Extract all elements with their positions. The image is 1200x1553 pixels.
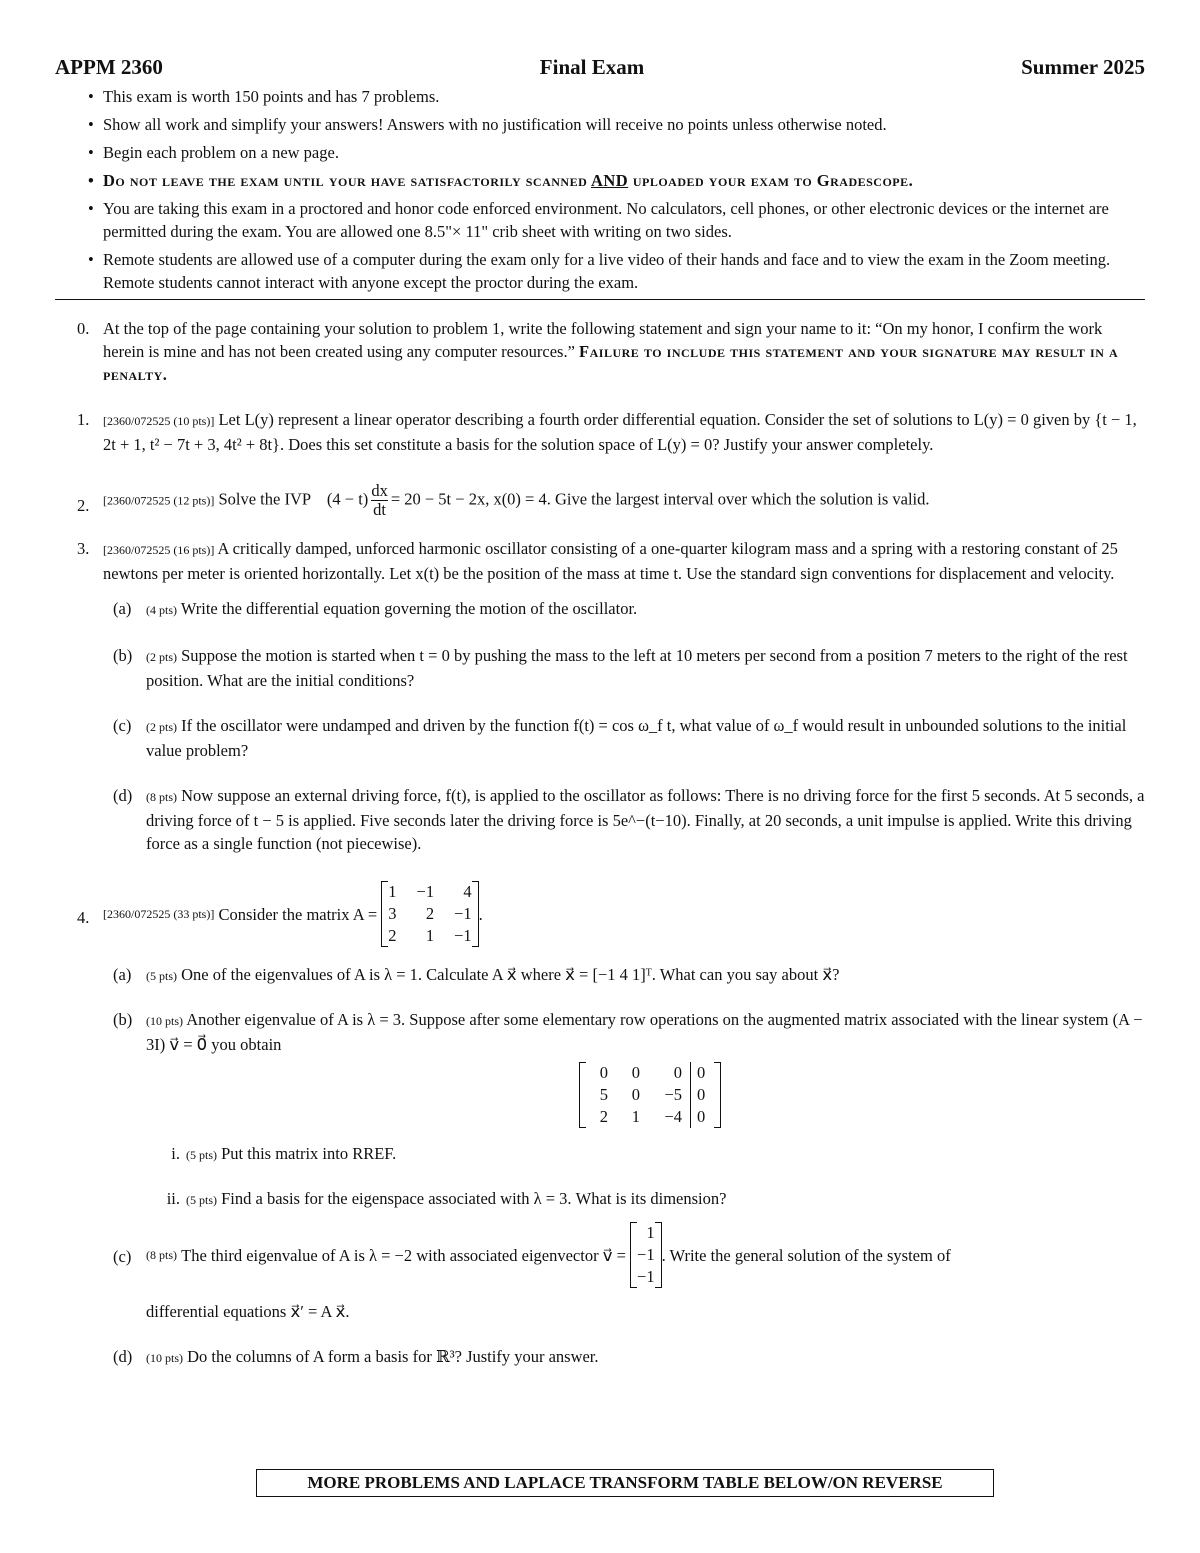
matrix-cell: 0 xyxy=(631,1085,640,1104)
problem-3a xyxy=(55,597,1145,622)
vector-cell: −1 xyxy=(637,1245,655,1264)
part-text: If the oscillator were undamped and driven by the function f(t) = cos ω_f t, what value of ω_f would result in unbounded solutions to the initial value problem? xyxy=(146,716,1127,760)
problem-number: 3. xyxy=(77,539,90,558)
points-tag: (5 pts) xyxy=(186,1148,217,1162)
rule-item: • You are taking this exam in a proctored and honor code enforced environment. No calculators, cell phones, or other electronic devices or the internet are permitted during the exam. You are allowed one 8.5"× 11" crib sheet with writing on two sides. xyxy=(55,197,1145,243)
part-text: The third eigenvalue of A is λ = −2 with associated eigenvector v⃗ = xyxy=(181,1245,626,1265)
matrix-cell: 0 xyxy=(631,1063,640,1082)
points-tag: (4 pts) xyxy=(146,603,177,617)
points-tag: (2 pts) xyxy=(146,650,177,664)
matrix-cell: 2 xyxy=(388,926,397,945)
part-text: Write the differential equation governing the motion of the oscillator. xyxy=(180,599,638,618)
rule-item: • This exam is worth 150 points and has 7 problems. xyxy=(55,85,1145,108)
matrix-cell: 0 xyxy=(690,1062,712,1084)
part-text: Find a basis for the eigenspace associated with λ = 3. What is its dimension? xyxy=(221,1189,727,1208)
exam-term: Summer 2025 xyxy=(1021,55,1145,79)
part-text: Do the columns of A form a basis for ℝ³? Justify your answer. xyxy=(187,1347,599,1366)
matrix-cell: 0 xyxy=(673,1063,682,1082)
warning-text-2: uploaded your exam to Gradescope. xyxy=(632,171,914,190)
warning-text: Do not leave the exam until your have satisfactorily scanned xyxy=(103,171,588,190)
part-text: One of the eigenvalues of A is λ = 1. Calculate A x⃗ where x⃗ = [−1 4 1]ᵀ. What can you say about x⃗? xyxy=(181,965,840,984)
matrix-cell: 1 xyxy=(388,882,397,901)
exam-header xyxy=(55,52,1145,82)
vector-cell: 1 xyxy=(646,1223,655,1242)
equation-right: = 20 − 5t − 2x, x(0) = 4. xyxy=(390,489,551,509)
penalty-text: Failure to include this statement and your signature may result in a penalty. xyxy=(103,342,1119,384)
matrix-cell: 5 xyxy=(599,1085,608,1104)
derivative-fraction xyxy=(371,482,388,519)
problem-number: 4. xyxy=(77,908,90,927)
matrix-cell: −1 xyxy=(416,882,435,901)
part-text: Suppose the motion is started when t = 0 by pushing the mass to the left at 10 meters per second from a position 7 meters to the right of the rest position. What are the initial conditions? xyxy=(146,646,1128,690)
problem-number: 0. xyxy=(77,319,90,338)
problem-2 xyxy=(55,482,1145,519)
matrix-cell: 2 xyxy=(599,1107,608,1126)
points-tag: (5 pts) xyxy=(186,1193,217,1207)
matrix-cell: −1 xyxy=(454,926,472,945)
problem-3b xyxy=(55,644,1145,692)
augmented-grid xyxy=(588,1062,712,1128)
problem-text: Let L(y) represent a linear operator describing a fourth order differential equation. Consider the set of solutions to L(y) = 0 given by {t − 1, 2t + 1, t² − 7t + 3, 4t² + 8t}. Does this set constitute a basis for the solution space of L(y) = 0? Justify your answer completely. xyxy=(103,410,1137,454)
course-code: APPM 2360 xyxy=(55,55,163,79)
augmented-matrix-wrap xyxy=(55,1062,1145,1128)
part-label: (a) xyxy=(113,599,132,618)
points-tag: [2360/072525 (16 pts)] xyxy=(103,543,215,557)
matrix-a xyxy=(381,881,478,947)
problem-lead: Consider the matrix A = xyxy=(218,904,378,924)
points-tag: (8 pts) xyxy=(146,790,177,804)
part-label: (a) xyxy=(113,965,132,984)
problem-text: A critically damped, unforced harmonic oscillator consisting of a one-quarter kilogram mass and a spring with a restoring constant of 25 newtons per meter is oriented horizontally. Let x(t) be the position of the mass at time t. Use the standard sign conventions for displacement and velocity. xyxy=(103,539,1118,583)
points-tag: (8 pts) xyxy=(146,1247,177,1262)
part-label: ii. xyxy=(166,1189,180,1208)
matrix-cell: −4 xyxy=(664,1107,682,1126)
problem-4a xyxy=(55,963,1145,988)
problem-number: 1. xyxy=(77,410,90,429)
rules-list xyxy=(55,85,1145,294)
problem-4b-ii xyxy=(55,1187,1145,1212)
points-tag: (5 pts) xyxy=(146,969,177,983)
problem-0 xyxy=(55,317,1145,386)
problem-lead: Solve the IVP xyxy=(218,489,311,509)
problem-text: At the top of the page containing your solution to problem 1, write the following statement and sign your name to it: “On my honor, I confirm the work herein is mine and has not been created using any computer resources.” xyxy=(103,319,1103,361)
matrix-cell: 0 xyxy=(690,1106,712,1128)
matrix-cell: −1 xyxy=(454,904,472,923)
problem-text: Give the largest interval over which the solution is valid. xyxy=(554,489,930,509)
part-text: . Write the general solution of the system of xyxy=(661,1245,951,1265)
problem-number: 2. xyxy=(77,496,90,515)
footer-notice: MORE PROBLEMS AND LAPLACE TRANSFORM TABLE BELOW/ON REVERSE xyxy=(256,1469,994,1497)
warning-and: AND xyxy=(590,171,629,190)
problem-4: 4. [2360/072525 (33 pts)] Consider the matrix A = 1 −1 4 3 2 −1 2 1 −1 . xyxy=(77,882,483,945)
matrix-cell: 1 xyxy=(631,1107,640,1126)
problem-3 xyxy=(55,537,1145,585)
matrix-cell: 3 xyxy=(388,904,397,923)
vector-cell: −1 xyxy=(637,1267,655,1286)
equation-left: (4 − t) xyxy=(326,489,369,509)
rule-item: • Show all work and simplify your answers! Answers with no justification will receive no points unless otherwise noted. xyxy=(55,113,1145,136)
problem-4b xyxy=(55,1008,1145,1056)
part-label: (d) xyxy=(113,1347,133,1366)
rule-item: • Begin each problem on a new page. xyxy=(55,141,1145,164)
rule-item: • Remote students are allowed use of a computer during the exam only for a live video of their hands and face and to view the exam in the Zoom meeting. Remote students cannot interact with anyone except the proctor during the exam. xyxy=(55,248,1145,294)
matrix-cell: 1 xyxy=(425,926,435,945)
rule-warning xyxy=(55,169,1145,192)
matrix-cell: 0 xyxy=(690,1084,712,1106)
points-tag: [2360/072525 (33 pts)] xyxy=(103,906,215,921)
matrix-cell: 2 xyxy=(425,904,435,923)
eigenvector xyxy=(630,1222,662,1288)
problem-4c-cont xyxy=(55,1300,1145,1323)
part-label: (c) xyxy=(113,1247,132,1266)
points-tag: [2360/072525 (12 pts)] xyxy=(103,493,215,508)
problem-4b-i xyxy=(55,1142,1145,1167)
exam-page xyxy=(55,52,1145,1370)
part-label: (b) xyxy=(113,646,133,665)
part-text: Put this matrix into RREF. xyxy=(221,1144,397,1163)
matrix-cell: 0 xyxy=(599,1063,608,1082)
fraction-bottom: dt xyxy=(373,500,386,519)
part-label: i. xyxy=(171,1144,180,1163)
problem-4c xyxy=(55,1222,1145,1288)
problem-3d xyxy=(55,784,1145,855)
points-tag: [2360/072525 (10 pts)] xyxy=(103,414,215,428)
part-text: Another eigenvalue of A is λ = 3. Suppose after some elementary row operations on the augmented matrix associated with the linear system (A − 3I) v⃗ = 0⃗ you obtain xyxy=(146,1010,1143,1054)
problem-3c xyxy=(55,714,1145,762)
fraction-top: dx xyxy=(371,481,388,500)
problem-1 xyxy=(55,408,1145,456)
matrix-cell: −5 xyxy=(664,1085,682,1104)
part-text: differential equations x⃗′ = A x⃗. xyxy=(146,1302,350,1321)
part-label: (b) xyxy=(113,1010,133,1029)
augmented-matrix xyxy=(579,1062,721,1128)
part-label: (d) xyxy=(113,786,133,805)
divider xyxy=(55,299,1145,300)
points-tag: (2 pts) xyxy=(146,720,177,734)
points-tag: (10 pts) xyxy=(146,1351,183,1365)
part-label: (c) xyxy=(113,716,132,735)
exam-title: Final Exam xyxy=(539,55,645,79)
points-tag: (10 pts) xyxy=(146,1014,183,1028)
problem-4d xyxy=(55,1345,1145,1370)
part-text: Now suppose an external driving force, f(t), is applied to the oscillator as follows: There is no driving force for the first 5 seconds. At 5 seconds, a driving force of t − 5 is applied. Five seconds later the driving force is 5e^−(t−10). Finally, at 20 seconds, a unit impulse is applied. Write this driving force as a single function (not piecewise). xyxy=(146,786,1145,853)
matrix-cell: 4 xyxy=(463,882,472,901)
